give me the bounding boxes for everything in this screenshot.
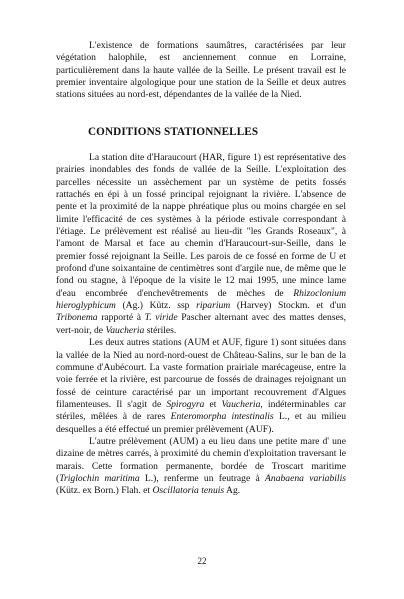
text-run: L'autre prélèvement (AUM) a eu lieu dans une petite mare d' une dizaine de mètres carrés, à proximité du chemin d'exploitation traversant le marais. Cette formation permanente, bordée de Troscart maritime ( xyxy=(56,435,346,484)
text-run: Ag. xyxy=(224,485,241,497)
taxon-name: riparium xyxy=(196,300,231,312)
text-run: L., et au milieu desquelles a été effectué un premier prélèvement (AUF). xyxy=(56,411,346,435)
section-heading: CONDITIONS STATIONNELLES xyxy=(88,126,259,138)
text-run: Pascher alternant avec des mattes denses, vert-noir, de xyxy=(56,312,346,336)
taxon-name: Spirogyra xyxy=(166,398,205,410)
text-run: , indéterminables car stériles, mêlées à de rares xyxy=(56,398,346,423)
text-run: L.), renferme un feutrage à xyxy=(139,472,266,484)
paragraph xyxy=(56,337,346,436)
text-run: stériles. xyxy=(144,324,177,336)
taxon-name: T. viride xyxy=(144,312,178,324)
text-run: (Kütz. ex Born.) Flah. et xyxy=(56,485,153,497)
taxon-name: Rhizoclonium hieroglyphicum xyxy=(56,287,346,312)
page-number: 22 xyxy=(197,556,207,566)
taxon-name: Oscillatoria tenuis xyxy=(152,485,225,497)
taxon-name: Enteromorpha intestinalis xyxy=(170,411,274,423)
paragraph xyxy=(56,152,346,337)
paragraph xyxy=(56,40,346,102)
section-body xyxy=(56,152,346,498)
intro-text xyxy=(56,40,346,102)
text-run: et xyxy=(204,398,222,410)
text-run: rapporté à xyxy=(97,312,145,324)
text-run: La station dite d'Haraucourt (HAR, figure 1) est représentative des prairies inondables des fonds de vallée de la Seille. L'exploitation des parcelles nécessite un assèchement par un système de petits fossés rattachés en épi à un fossé principal rejoignant la rivière. L'absence de pente et la proximité de la nappe phréatique plus ou moins chargée en sel limite l'efficacité de ces systèmes à la période estivale correspondant à l'étiage. Le prélèvement est réalisé au lieu-dit "les Grands Roseaux", à l'amont de Marsal et face au chemin d'Haraucourt-sur-Seille, dans le premier fossé rejoignant la Seille. Les parois de ce fossé en forme de U et profond d'une soixantaine de centimètres sont d'argile nue, de même que le fond ou stagne, à l'époque de la visite le 12 mai 1995, une mince lame d'eau encombrée d'enchevêtrements de mèches de xyxy=(56,152,346,299)
taxon-name: Vaucheria xyxy=(221,398,261,410)
paragraph xyxy=(56,436,346,498)
text-run: (Ag.) Kütz. ssp xyxy=(115,300,197,312)
text-run: Les deux autres stations (AUM et AUF, figure 1) sont situées dans la vallée de la Nied au nord-nord-ouest de Château-Salins, sur le ban de la commune d'Aubécourt. La vaste formation prairiale marécageuse, entre la voie ferrée et la rivière, est parcourue de fossés de drainages rejoignant un fossé de ceinture caractérisé par un important recouvrement d'Algues filamenteuses. Il s'agit de xyxy=(56,337,346,410)
taxon-name: Vaucheria xyxy=(105,324,145,336)
taxon-name: Triglochin maritima xyxy=(59,472,140,484)
taxon-name: Tribonema xyxy=(56,312,98,324)
text-run: L'existence de formations saumâtres, caractérisées par leur végétation halophile, est anciennement connue en Lorraine, particulièrement dans la haute vallée de la Seille. Le présent travail est le premier inventaire algologique pour une station de la Seille et deux autres stations situées au nord-est, dépendantes de la vallée de la Nied. xyxy=(56,40,346,101)
text-run: (Harvey) Stockm. et d'un xyxy=(230,300,346,312)
taxon-name: Anabaena variabilis xyxy=(265,472,346,484)
